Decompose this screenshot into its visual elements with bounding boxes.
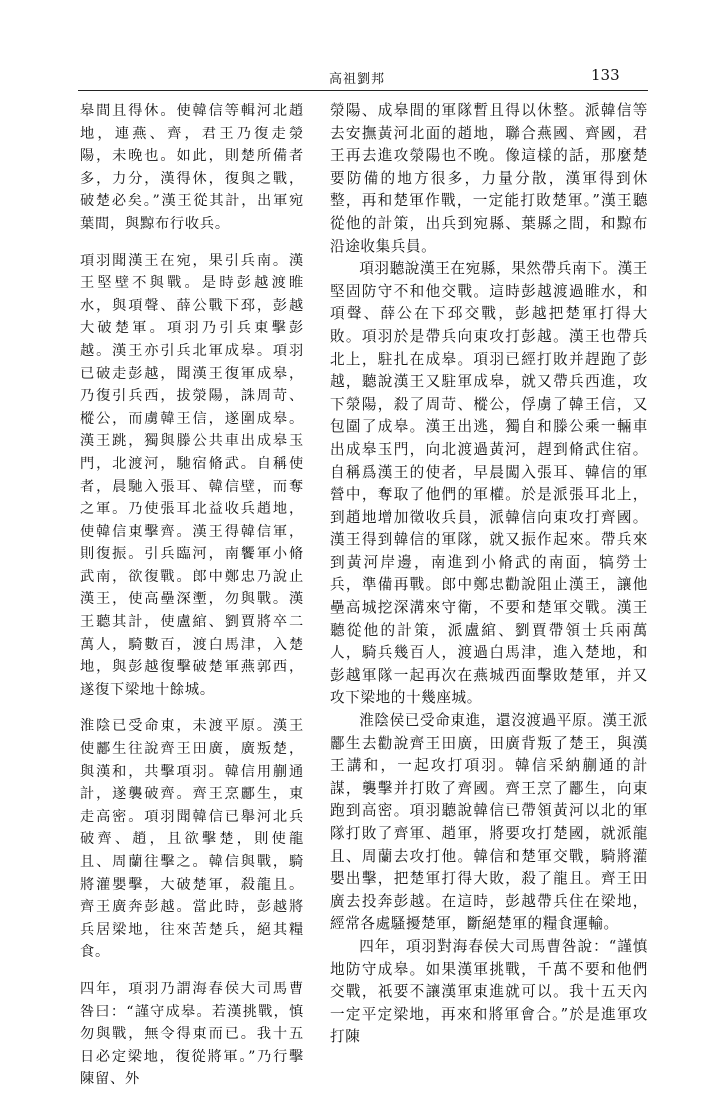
page-header (0, 0, 716, 92)
translation-paragraph: 滎陽、成皋間的軍隊暫且得以休整。派韓信等去安撫黃河北面的趙地，聯合燕國、齊國，君王再去進攻滎陽也不晚。像這樣的話，那麼楚要防備的地方很多，力量分散，漢軍得到休整，再和楚軍作戰，一定能打敗楚軍。”漢王聽從他的計策，出兵到宛縣、葉縣之間，和黥布沿途收集兵員。 (330, 102, 648, 255)
header-rule (78, 90, 648, 91)
classical-paragraph: 淮陰已受命東，未渡平原。漢王使酈生往說齊王田廣，廣叛楚，與漢和，共擊項羽。韓信用蒯通計，遂襲破齊。齊王烹酈生，東走高密。項羽聞韓信已舉河北兵破齊、趙，且欲擊楚，則使龍且、周蘭往擊之。韓信與戰，騎將灌嬰擊，大破楚軍，殺龍且。齊王廣奔彭越。當此時，彭越將兵居梁地，往來苦楚兵，絕其糧食。 (80, 718, 304, 961)
translation-column (330, 100, 648, 1049)
classical-paragraph: 項羽聞漢王在宛，果引兵南。漢王堅壁不與戰。是時彭越渡睢水，與項聲、薛公戰下邳，彭越大破楚軍。項羽乃引兵東擊彭越。漢王亦引兵北軍成皋。項羽已破走彭越，聞漢王復軍成皋，乃復引兵西，拔滎陽，誅周苛、樅公，而虜韓王信，遂圍成皋。漢王跳，獨與滕公共車出成皋玉門，北渡河，馳宿脩武。自稱使者，晨馳入張耳、韓信壁，而奪之軍。乃使張耳北益收兵趙地，使韓信東擊齊。漢王得韓信軍，則復振。引兵臨河，南饗軍小脩武南，欲復戰。郎中鄭忠乃說止漢王，使高壘深壍，勿與戰。漢王聽其計，使盧綰、劉賈將卒二萬人，騎數百，渡白馬津，入楚地，與彭越復擊破楚軍燕郭西，遂復下梁地十餘城。 (80, 252, 304, 698)
classical-paragraph: 皋間且得休。使韓信等輯河北趙地，連燕、齊，君王乃復走滎陽，未晚也。如此，則楚所備者多，力分，漢得休，復與之戰，破楚必矣。”漢王從其計，出軍宛葉間，與黥布行收兵。 (80, 103, 304, 232)
translation-paragraph: 四年，項羽對海春侯大司馬曹咎說：“謹慎地防守成皋。如果漢軍挑戰，千萬不要和他們交戰，祇要不讓漢軍東進就可以。我十五天內一定平定梁地，再來和將軍會合。”於是進軍攻打陳 (330, 937, 648, 1046)
page-number: 133 (591, 66, 620, 84)
translation-paragraph: 淮陰侯已受命東進，還沒渡過平原。漢王派酈生去勸說齊王田廣，田廣背叛了楚王，與漢王講和，一起攻打項羽。韓信采納蒯通的計謀，襲擊并打敗了齊國。齊王烹了酈生，向東跑到高密。項羽聽說韓信已帶領黃河以北的軍隊打敗了齊軍、趙軍，將要攻打楚國，就派龍且、周蘭去攻打他。韓信和楚軍交戰，騎將灌嬰出擊，把楚軍打得大敗，殺了龍且。齊王田廣去投奔彭越。在這時，彭越帶兵住在梁地，經常各處騷擾楚軍，斷絕楚軍的糧食運輸。 (330, 712, 648, 933)
classical-text-column (80, 100, 304, 1099)
translation-paragraph: 項羽聽說漢王在宛縣，果然帶兵南下。漢王堅固防守不和他交戰。這時彭越渡過睢水，和項聲、薛公在下邳交戰，彭越把楚軍打得大敗。項羽於是帶兵向東攻打彭越。漢王也帶兵北上，駐扎在成皋。項羽已經打敗并趕跑了彭越，聽說漢王又駐軍成皋，就又帶兵西進，攻下滎陽，殺了周苛、樅公，俘虜了韓王信，又包圍了成皋。漢王出逃，獨自和滕公乘一輛車出成皋玉門，向北渡過黃河，趕到脩武住宿。自稱爲漢王的使者，早晨闖入張耳、韓信的軍營中，奪取了他們的軍權。於是派張耳北上，到趙地增加徵收兵員，派韓信向東攻打齊國。漢王得到韓信的軍隊，就又振作起來。帶兵來到黃河岸邊，南進到小脩武的南面，犒勞士兵，準備再戰。郎中鄭忠勸說阻止漢王，讓他壘高城挖深溝來守衛，不要和楚軍交戰。漢王聽從他的計策，派盧綰、劉賈帶領士兵兩萬人，騎兵幾百人，渡過白馬津，進入楚地，和彭越軍隊一起再次在燕城西面擊敗楚軍，并又攻下梁地的十幾座城。 (330, 260, 648, 707)
classical-paragraph: 四年，項羽乃謂海春侯大司馬曹咎曰：“謹守成皋。若漢挑戰，慎勿與戰，無令得東而已。我十五日必定梁地，復從將軍。”乃行擊陳留、外 (80, 980, 304, 1088)
running-title: 高祖劉邦 (329, 72, 386, 87)
